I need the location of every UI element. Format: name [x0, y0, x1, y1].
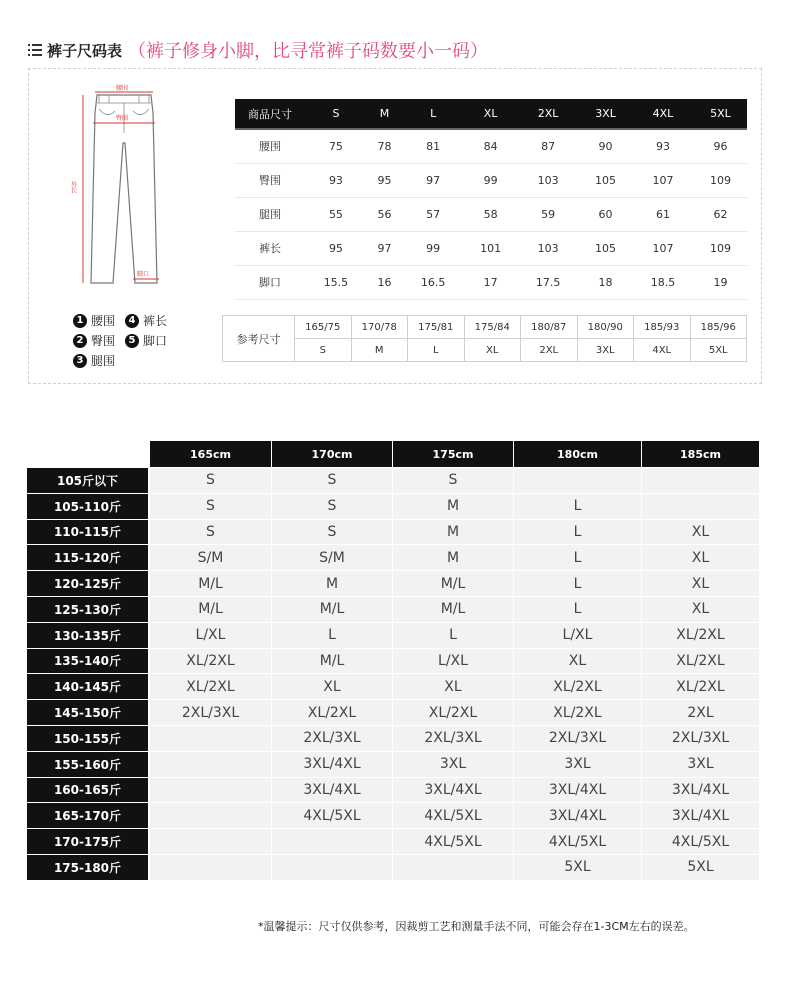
table-cell: 4XL [634, 339, 691, 362]
table-cell: 3XL/4XL [271, 777, 392, 803]
table-cell: 170/78 [351, 316, 408, 339]
table-cell [641, 493, 759, 519]
hem-diagram-label: 脚口 [137, 271, 150, 278]
table-cell: 62 [694, 197, 747, 231]
row-header: 裤长 [235, 231, 305, 265]
page-header [28, 38, 488, 62]
table-row [235, 129, 747, 163]
weight-range-label: 170-175斤 [27, 828, 149, 854]
table-cell: 3XL/4XL [513, 777, 641, 803]
table-cell: 185/93 [634, 316, 691, 339]
table-cell: 99 [402, 231, 464, 265]
table-cell: XL/2XL [149, 673, 271, 699]
table-cell: L [513, 596, 641, 622]
table-cell: S [271, 467, 392, 493]
table-cell: 81 [402, 129, 464, 163]
table-cell: M [351, 339, 408, 362]
weight-range-label: 130-135斤 [27, 622, 149, 648]
weight-range-label: 135-140斤 [27, 648, 149, 674]
table-cell: 97 [367, 231, 402, 265]
table-cell: 95 [305, 231, 367, 265]
table-cell: 5XL [513, 854, 641, 880]
table-cell: 3XL/4XL [513, 802, 641, 828]
column-header: 170cm [271, 441, 392, 467]
table-cell: 180/90 [577, 316, 634, 339]
table-cell: 17 [464, 265, 517, 299]
table-cell: 4XL/5XL [392, 802, 513, 828]
column-header: 4XL [632, 99, 694, 129]
table-cell: 90 [579, 129, 632, 163]
table-cell: XL [641, 570, 759, 596]
table-cell: XL [641, 519, 759, 545]
column-header: 3XL [579, 99, 632, 129]
row-header: 脚口 [235, 265, 305, 299]
table-cell [149, 854, 271, 880]
table-cell: 55 [305, 197, 367, 231]
page-subtitle-note: （裤子修身小脚，比寻常裤子码数要小一码） [128, 41, 489, 62]
table-cell: 3XL [577, 339, 634, 362]
table-row [27, 596, 759, 622]
table-cell: 109 [694, 231, 747, 265]
table-cell: XL [464, 339, 521, 362]
table-cell: 103 [517, 163, 579, 197]
table-cell: 96 [694, 129, 747, 163]
table-cell: 107 [632, 163, 694, 197]
table-cell: L/XL [149, 622, 271, 648]
row-header: 臀围 [235, 163, 305, 197]
weight-range-label: 165-170斤 [27, 802, 149, 828]
table-cell: 16.5 [402, 265, 464, 299]
weight-range-label: 140-145斤 [27, 673, 149, 699]
table-cell: XL/2XL [392, 699, 513, 725]
table-cell [149, 725, 271, 751]
column-header: L [402, 99, 464, 129]
table-cell [392, 854, 513, 880]
legend-item-hem [125, 332, 167, 349]
table-cell: S/M [149, 544, 271, 570]
table-cell: L/XL [392, 648, 513, 674]
reference-size-table [222, 315, 747, 362]
weight-range-label: 160-165斤 [27, 777, 149, 803]
table-row [27, 544, 759, 570]
table-cell: XL [513, 648, 641, 674]
column-header: 2XL [517, 99, 579, 129]
table-cell: 78 [367, 129, 402, 163]
table-cell: M [392, 544, 513, 570]
table-cell: XL/2XL [513, 673, 641, 699]
legend-number-badge: 3 [73, 354, 87, 368]
weight-range-label: 150-155斤 [27, 725, 149, 751]
table-cell: XL [271, 673, 392, 699]
table-cell: 180/87 [521, 316, 578, 339]
table-row [27, 519, 759, 545]
legend-number-badge: 1 [73, 314, 87, 328]
column-header: 165cm [149, 441, 271, 467]
table-cell: M/L [149, 570, 271, 596]
table-cell: M/L [271, 648, 392, 674]
table-cell: 56 [367, 197, 402, 231]
table-cell: 4XL/5XL [641, 828, 759, 854]
table-cell: 15.5 [305, 265, 367, 299]
table-row [27, 467, 759, 493]
size-measurement-table [235, 99, 747, 300]
table-row [27, 699, 759, 725]
table-cell: 109 [694, 163, 747, 197]
table-row [27, 802, 759, 828]
table-cell: 19 [694, 265, 747, 299]
table-row [235, 265, 747, 299]
size-chart-panel [28, 68, 762, 384]
outseam-diagram-label: 外长 [69, 181, 77, 193]
legend-item-waist [73, 312, 115, 329]
table-cell: 4XL/5XL [271, 802, 392, 828]
table-cell: 175/84 [464, 316, 521, 339]
table-cell: L/XL [513, 622, 641, 648]
table-row [27, 570, 759, 596]
table-cell: XL [641, 596, 759, 622]
table-cell: 57 [402, 197, 464, 231]
row-header: 腿围 [235, 197, 305, 231]
table-cell: M/L [271, 596, 392, 622]
table-cell: L [408, 339, 465, 362]
table-cell: 3XL [641, 751, 759, 777]
table-cell: 3XL/4XL [392, 777, 513, 803]
table-cell: 58 [464, 197, 517, 231]
table-row [235, 231, 747, 265]
table-cell: 16 [367, 265, 402, 299]
table-cell: 60 [579, 197, 632, 231]
table-cell: 59 [517, 197, 579, 231]
table-cell: M [392, 519, 513, 545]
table-cell: 4XL/5XL [513, 828, 641, 854]
legend-number-badge: 2 [73, 334, 87, 348]
table-cell: M [392, 493, 513, 519]
weight-range-label: 125-130斤 [27, 596, 149, 622]
legend-label: 腰围 [91, 314, 116, 328]
legend-label: 裤长 [143, 314, 168, 328]
table-cell [149, 802, 271, 828]
column-header: XL [464, 99, 517, 129]
table-cell: 75 [305, 129, 367, 163]
table-cell: 84 [464, 129, 517, 163]
table-cell: 95 [367, 163, 402, 197]
table-cell: M [271, 570, 392, 596]
table-cell: 18.5 [632, 265, 694, 299]
table-cell: S [271, 519, 392, 545]
table-cell: 17.5 [517, 265, 579, 299]
legend-number-badge: 5 [125, 334, 139, 348]
table-cell: 105 [579, 163, 632, 197]
table-cell: 2XL/3XL [513, 725, 641, 751]
table-cell: 3XL [392, 751, 513, 777]
table-cell: M/L [392, 570, 513, 596]
reference-label: 参考尺寸 [223, 316, 295, 362]
weight-range-label: 155-160斤 [27, 751, 149, 777]
weight-range-label: 175-180斤 [27, 854, 149, 880]
column-header: 185cm [641, 441, 759, 467]
column-header: 180cm [513, 441, 641, 467]
legend-label: 腿围 [91, 354, 116, 368]
table-cell [513, 467, 641, 493]
table-cell: XL/2XL [271, 699, 392, 725]
table-cell: 185/96 [690, 316, 747, 339]
table-row [27, 673, 759, 699]
table-row [27, 725, 759, 751]
legend-item-hip [73, 332, 115, 349]
table-cell: 61 [632, 197, 694, 231]
table-row [235, 163, 747, 197]
table-row [27, 622, 759, 648]
table-row [27, 777, 759, 803]
table-cell: 5XL [641, 854, 759, 880]
table-cell: 3XL/4XL [641, 777, 759, 803]
table-cell: 107 [632, 231, 694, 265]
table-cell: 105 [579, 231, 632, 265]
table-cell: XL [392, 673, 513, 699]
table-cell [271, 828, 392, 854]
table-cell: 4XL/5XL [392, 828, 513, 854]
weight-range-label: 145-150斤 [27, 699, 149, 725]
table-cell: 101 [464, 231, 517, 265]
column-header: 商品尺寸 [235, 99, 305, 129]
table-header-row [27, 441, 759, 467]
table-cell: 3XL/4XL [271, 751, 392, 777]
table-row [235, 197, 747, 231]
height-weight-size-table [27, 441, 759, 880]
corner-cell [27, 441, 149, 467]
table-cell: 103 [517, 231, 579, 265]
table-row [27, 493, 759, 519]
table-cell: 3XL [513, 751, 641, 777]
column-header: S [305, 99, 367, 129]
table-cell: 165/75 [295, 316, 352, 339]
weight-range-label: 115-120斤 [27, 544, 149, 570]
table-cell: XL/2XL [641, 648, 759, 674]
table-cell: S [392, 467, 513, 493]
table-cell: XL/2XL [513, 699, 641, 725]
table-cell: XL/2XL [641, 622, 759, 648]
table-cell: XL [641, 544, 759, 570]
table-cell: 3XL/4XL [641, 802, 759, 828]
table-cell: L [513, 570, 641, 596]
legend-number-badge: 4 [125, 314, 139, 328]
table-cell: L [513, 544, 641, 570]
table-cell: 93 [305, 163, 367, 197]
table-cell [149, 828, 271, 854]
weight-range-label: 105斤以下 [27, 467, 149, 493]
table-cell: 2XL/3XL [149, 699, 271, 725]
table-cell: S [149, 467, 271, 493]
weight-range-label: 105-110斤 [27, 493, 149, 519]
table-cell [149, 777, 271, 803]
table-cell: L [513, 519, 641, 545]
reference-size-row [223, 339, 747, 362]
column-header: M [367, 99, 402, 129]
table-cell: 87 [517, 129, 579, 163]
table-cell: 97 [402, 163, 464, 197]
table-cell: 2XL [641, 699, 759, 725]
weight-range-label: 110-115斤 [27, 519, 149, 545]
row-header: 腰围 [235, 129, 305, 163]
table-cell [271, 854, 392, 880]
table-cell: L [513, 493, 641, 519]
table-header-row [235, 99, 747, 129]
table-cell: 2XL/3XL [392, 725, 513, 751]
table-cell: M/L [392, 596, 513, 622]
table-cell: L [271, 622, 392, 648]
table-cell: S [149, 519, 271, 545]
legend-label: 臀围 [91, 334, 116, 348]
table-cell: S [149, 493, 271, 519]
table-row [27, 854, 759, 880]
waist-diagram-label: 腰围 [116, 85, 129, 92]
table-cell: 5XL [690, 339, 747, 362]
table-cell: 175/81 [408, 316, 465, 339]
legend-item-thigh [73, 352, 115, 369]
table-row [27, 648, 759, 674]
table-cell: XL/2XL [149, 648, 271, 674]
table-cell: S [271, 493, 392, 519]
legend-item-length [125, 312, 167, 329]
table-cell: 2XL/3XL [271, 725, 392, 751]
page-title: 裤子尺码表 [47, 41, 123, 60]
table-row [27, 751, 759, 777]
pants-diagram-icon [69, 83, 179, 305]
table-cell: 2XL [521, 339, 578, 362]
table-cell: XL/2XL [641, 673, 759, 699]
reference-height-row [223, 316, 747, 339]
table-cell: S [295, 339, 352, 362]
table-cell: 2XL/3XL [641, 725, 759, 751]
hip-diagram-label: 臀围 [116, 115, 129, 122]
footnote: *温馨提示：尺寸仅供参考，因裁剪工艺和测量手法不同，可能会存在1-3CM左右的误差。 [258, 920, 695, 933]
list-icon [28, 44, 42, 56]
table-cell: 93 [632, 129, 694, 163]
table-cell [149, 751, 271, 777]
column-header: 175cm [392, 441, 513, 467]
legend-label: 脚口 [143, 334, 168, 348]
table-cell: S/M [271, 544, 392, 570]
table-row [27, 828, 759, 854]
weight-range-label: 120-125斤 [27, 570, 149, 596]
table-cell: 99 [464, 163, 517, 197]
table-cell: M/L [149, 596, 271, 622]
table-cell: L [392, 622, 513, 648]
table-cell [641, 467, 759, 493]
table-cell: 18 [579, 265, 632, 299]
column-header: 5XL [694, 99, 747, 129]
